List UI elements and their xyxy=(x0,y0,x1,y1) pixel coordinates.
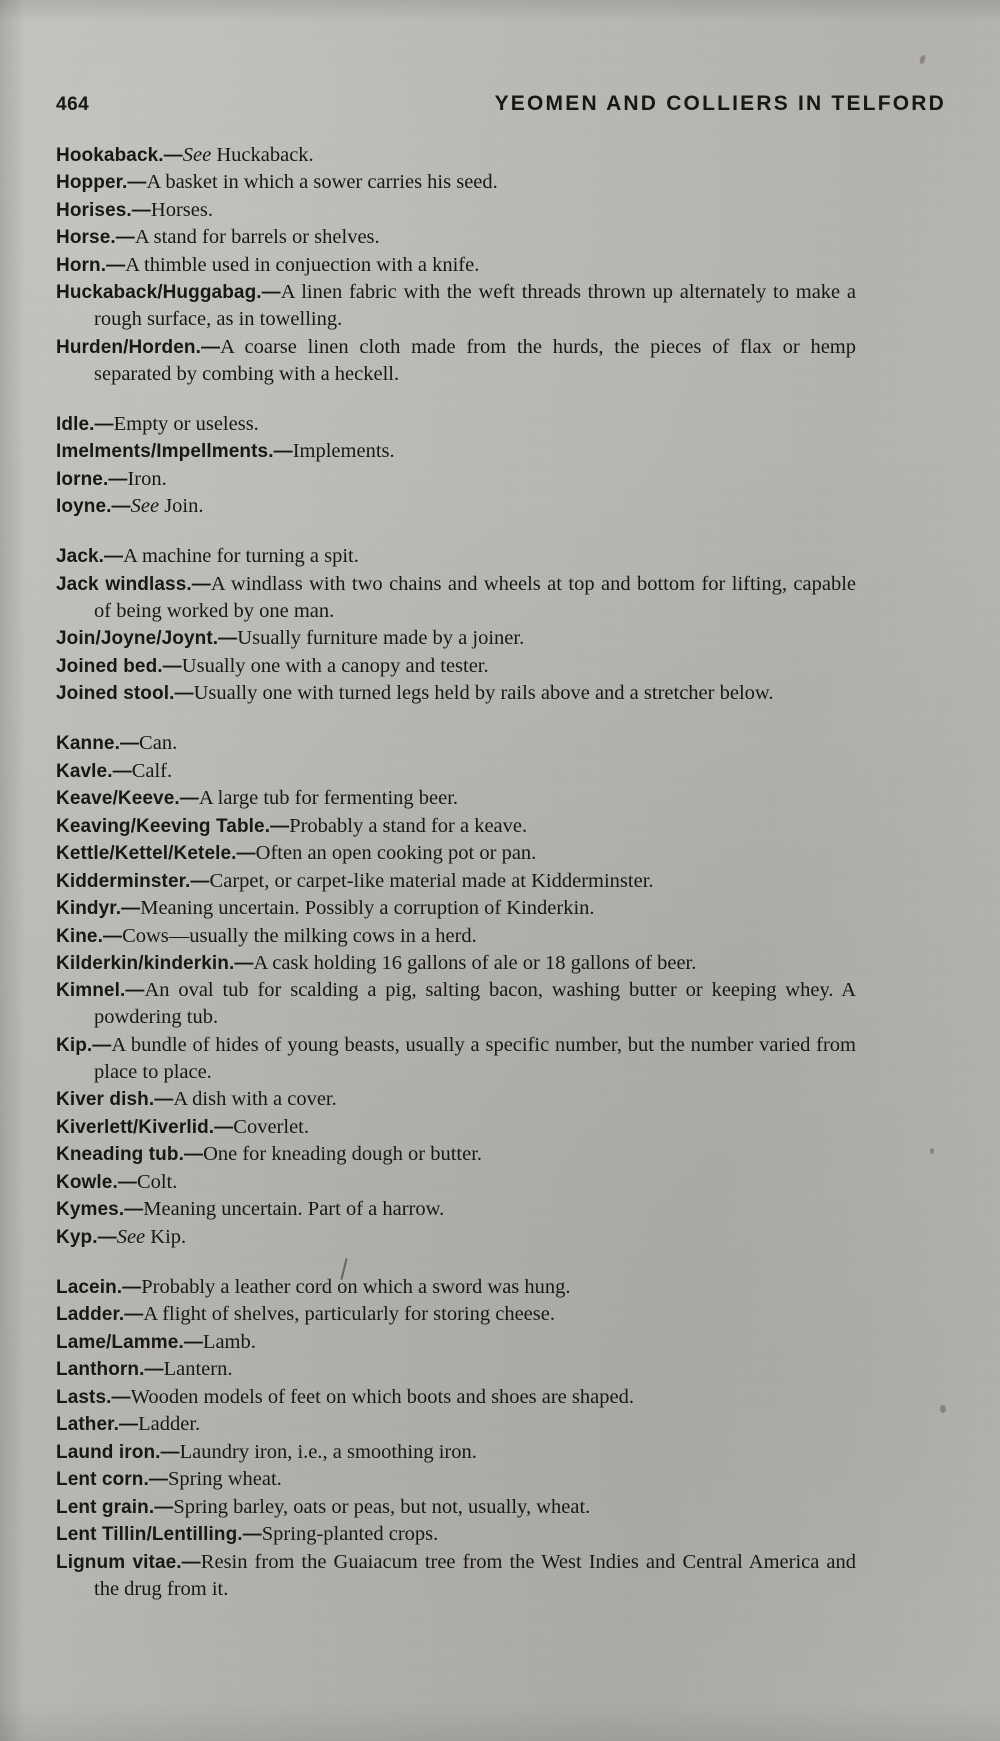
entry-cross-reference-marker: See xyxy=(116,1225,146,1248)
entry-headword: Kneading tub.— xyxy=(56,1144,204,1166)
entry-headword: Kiver dish.— xyxy=(56,1089,174,1111)
entry-headword: Kip.— xyxy=(56,1034,112,1056)
glossary-entry xyxy=(56,730,856,757)
glossary-entry xyxy=(56,1439,856,1466)
entry-headword: Horn.— xyxy=(56,254,126,276)
entry-definition: Laundry iron, i.e., a smoothing iron. xyxy=(179,1440,477,1463)
glossary-entry xyxy=(56,923,856,950)
entry-definition: A thimble used in conjuection with a knife. xyxy=(125,253,480,276)
glossary-entry xyxy=(56,785,856,812)
entry-definition: Spring wheat. xyxy=(167,1468,282,1491)
glossary-entry xyxy=(56,1196,856,1223)
glossary-entry xyxy=(56,493,856,520)
glossary-entry xyxy=(56,868,856,895)
glossary-entry xyxy=(56,977,856,1031)
glossary-entry xyxy=(56,1141,856,1168)
entry-definition: An oval tub for scalding a pig, salting bacon, washing butter or keeping whey. A powdering tub. xyxy=(94,979,856,1029)
entry-headword: Keave/Keeve.— xyxy=(56,788,199,810)
glossary-entry xyxy=(56,1086,856,1113)
glossary-entry xyxy=(56,142,856,169)
page-number: 464 xyxy=(56,94,90,115)
entry-headword: Iorne.— xyxy=(56,468,128,490)
entry-definition: Usually furniture made by a joiner. xyxy=(237,627,525,650)
entry-definition: Calf. xyxy=(131,759,173,782)
entry-headword: Ioyne.— xyxy=(56,496,131,518)
glossary-entry xyxy=(56,279,856,333)
entry-definition: Wooden models of feet on which boots and shoes are shaped. xyxy=(130,1385,634,1408)
glossary-entry xyxy=(56,1169,856,1196)
entry-headword: Laund iron.— xyxy=(56,1441,180,1463)
glossary-entry xyxy=(56,1032,856,1086)
glossary-entry xyxy=(56,1301,856,1328)
entry-definition: Cows—usually the milking cows in a herd. xyxy=(122,924,477,947)
entry-headword: Huckaback/Huggabag.— xyxy=(56,282,281,304)
glossary-entry xyxy=(56,1329,856,1356)
entry-cross-reference-marker: See xyxy=(130,495,160,518)
paper-speck xyxy=(919,54,927,64)
glossary-entry xyxy=(56,1521,856,1548)
glossary-entry xyxy=(56,169,856,196)
entry-headword: Lent Tillin/Lentilling.— xyxy=(56,1524,262,1546)
entry-headword: Horse.— xyxy=(56,227,135,249)
glossary-entry xyxy=(56,466,856,493)
glossary-entry xyxy=(56,411,856,438)
running-head: YEOMEN AND COLLIERS IN TELFORD xyxy=(494,92,946,115)
glossary-group-l xyxy=(56,1274,856,1603)
entry-headword: Joined stool.— xyxy=(56,683,194,705)
entry-headword: Lame/Lamme.— xyxy=(56,1331,203,1353)
glossary-body xyxy=(56,142,856,1603)
entry-definition: A large tub for fermenting beer. xyxy=(198,787,459,810)
glossary-entry xyxy=(56,680,856,707)
glossary-entry xyxy=(56,1114,856,1141)
entry-definition: Usually one with turned legs held by rails above and a stretcher below. xyxy=(193,682,774,705)
entry-definition: Iron. xyxy=(127,467,167,490)
entry-definition: Meaning uncertain. Part of a harrow. xyxy=(143,1198,445,1221)
entry-headword: Joined bed.— xyxy=(56,655,182,677)
entry-definition: A coarse linen cloth made from the hurds, the pieces of flax or hemp separated by combing with a heckell. xyxy=(94,335,856,385)
entry-definition: Horses. xyxy=(150,198,213,221)
glossary-entry xyxy=(56,1466,856,1493)
glossary-group-i xyxy=(56,411,856,520)
entry-headword: Lignum vitae.— xyxy=(56,1551,201,1573)
entry-definition: Lantern. xyxy=(163,1358,233,1381)
entry-headword: Kavle.— xyxy=(56,760,132,782)
glossary-entry xyxy=(56,758,856,785)
glossary-entry xyxy=(56,571,856,625)
glossary-entry xyxy=(56,1274,856,1301)
page-edge-shading-bottom xyxy=(0,1701,1000,1741)
glossary-entry xyxy=(56,653,856,680)
entry-headword: Lanthorn.— xyxy=(56,1359,164,1381)
paper-speck xyxy=(930,1148,934,1154)
entry-headword: Jack.— xyxy=(56,546,124,568)
glossary-entry xyxy=(56,334,856,388)
entry-definition: Spring barley, oats or peas, but not, usually, wheat. xyxy=(173,1495,591,1518)
entry-headword: Imelments/Impellments.— xyxy=(56,441,293,463)
entry-definition: Empty or useless. xyxy=(113,412,259,435)
entry-headword: Kanne.— xyxy=(56,733,140,755)
entry-definition: Probably a stand for a keave. xyxy=(289,814,528,837)
page-edge-shading-top xyxy=(0,0,1000,22)
entry-definition: Spring-planted crops. xyxy=(261,1523,439,1546)
entry-headword: Hopper.— xyxy=(56,172,147,194)
glossary-entry xyxy=(56,1411,856,1438)
glossary-entry xyxy=(56,895,856,922)
entry-definition: A basket in which a sower carries his seed. xyxy=(146,171,498,194)
entry-headword: Kine.— xyxy=(56,925,123,947)
entry-headword: Lasts.— xyxy=(56,1386,131,1408)
entry-headword: Idle.— xyxy=(56,413,114,435)
entry-headword: Kilderkin/kinderkin.— xyxy=(56,952,254,974)
paper-speck xyxy=(940,1405,946,1413)
entry-headword: Kidderminster.— xyxy=(56,870,210,892)
entry-headword: Lacein.— xyxy=(56,1276,142,1298)
entry-definition: A machine for turning a spit. xyxy=(123,545,359,568)
glossary-entry xyxy=(56,1224,856,1251)
entry-definition: Resin from the Guaiacum tree from the West Indies and Central America and the drug from it. xyxy=(94,1550,856,1600)
entry-headword: Lent corn.— xyxy=(56,1469,168,1491)
entry-headword: Hurden/Horden.— xyxy=(56,336,221,358)
glossary-entry xyxy=(56,224,856,251)
entry-definition: Probably a leather cord on which a sword was hung. xyxy=(141,1275,571,1298)
entry-definition: A bundle of hides of young beasts, usually a specific number, but the number varied from place to place. xyxy=(94,1033,856,1083)
entry-definition: Carpet, or carpet-like material made at Kidderminster. xyxy=(209,869,654,892)
entry-definition: A dish with a cover. xyxy=(173,1088,337,1111)
entry-headword: Kimnel.— xyxy=(56,980,145,1002)
entry-definition: Often an open cooking pot or pan. xyxy=(255,842,537,865)
entry-definition: A linen fabric with the weft threads thrown up alternately to make a rough surface, as in towelling. xyxy=(94,281,856,331)
entry-headword: Lent grain.— xyxy=(56,1496,174,1518)
entry-definition: Meaning uncertain. Possibly a corruption of Kinderkin. xyxy=(140,897,595,920)
glossary-group-j xyxy=(56,543,856,707)
entry-definition: Ladder. xyxy=(138,1413,201,1436)
entry-headword: Kiverlett/Kiverlid.— xyxy=(56,1116,234,1138)
glossary-entry xyxy=(56,197,856,224)
page-edge-shading-left xyxy=(0,0,26,1741)
entry-cross-reference-marker: See xyxy=(182,144,212,166)
entry-headword: Kettle/Kettel/Ketele.— xyxy=(56,843,256,865)
entry-definition: A flight of shelves, particularly for storing cheese. xyxy=(143,1303,555,1326)
entry-definition: Colt. xyxy=(136,1170,178,1193)
glossary-entry xyxy=(56,1356,856,1383)
entry-definition: Huckaback. xyxy=(211,144,314,166)
entry-definition: Lamb. xyxy=(202,1330,256,1353)
entry-headword: Kindyr.— xyxy=(56,898,141,920)
entry-definition: Kip. xyxy=(145,1225,187,1248)
glossary-entry xyxy=(56,813,856,840)
entry-definition: A stand for barrels or shelves. xyxy=(134,226,380,249)
entry-headword: Join/Joyne/Joynt.— xyxy=(56,628,238,650)
glossary-entry xyxy=(56,1384,856,1411)
entry-headword: Horises.— xyxy=(56,199,151,221)
glossary-entry xyxy=(56,438,856,465)
entry-definition: A windlass with two chains and wheels at top and bottom for lifting, capable of being worked by one man. xyxy=(94,572,857,622)
entry-headword: Kymes.— xyxy=(56,1199,144,1221)
entry-headword: Ladder.— xyxy=(56,1304,144,1326)
glossary-entry xyxy=(56,1549,856,1603)
entry-definition: Implements. xyxy=(292,440,395,463)
entry-headword: Kyp.— xyxy=(56,1226,117,1248)
entry-headword: Jack windlass.— xyxy=(56,573,211,595)
entry-definition: A cask holding 16 gallons of ale or 18 gallons of beer. xyxy=(253,951,697,974)
page-header xyxy=(56,92,950,116)
glossary-entry xyxy=(56,625,856,652)
entry-definition: One for kneading dough or butter. xyxy=(203,1143,483,1166)
glossary-entry xyxy=(56,950,856,977)
entry-headword: Hookaback.— xyxy=(56,145,183,166)
entry-headword: Lather.— xyxy=(56,1414,139,1436)
glossary-entry xyxy=(56,840,856,867)
glossary-entry xyxy=(56,1494,856,1521)
glossary-group-h xyxy=(56,142,856,388)
entry-definition: Join. xyxy=(159,495,204,518)
entry-headword: Keaving/Keeving Table.— xyxy=(56,815,290,837)
glossary-entry xyxy=(56,543,856,570)
glossary-group-k xyxy=(56,730,856,1251)
entry-headword: Kowle.— xyxy=(56,1171,137,1193)
glossary-entry xyxy=(56,252,856,279)
entry-definition: Coverlet. xyxy=(233,1115,309,1138)
entry-definition: Can. xyxy=(139,732,178,755)
entry-definition: Usually one with a canopy and tester. xyxy=(181,654,489,677)
